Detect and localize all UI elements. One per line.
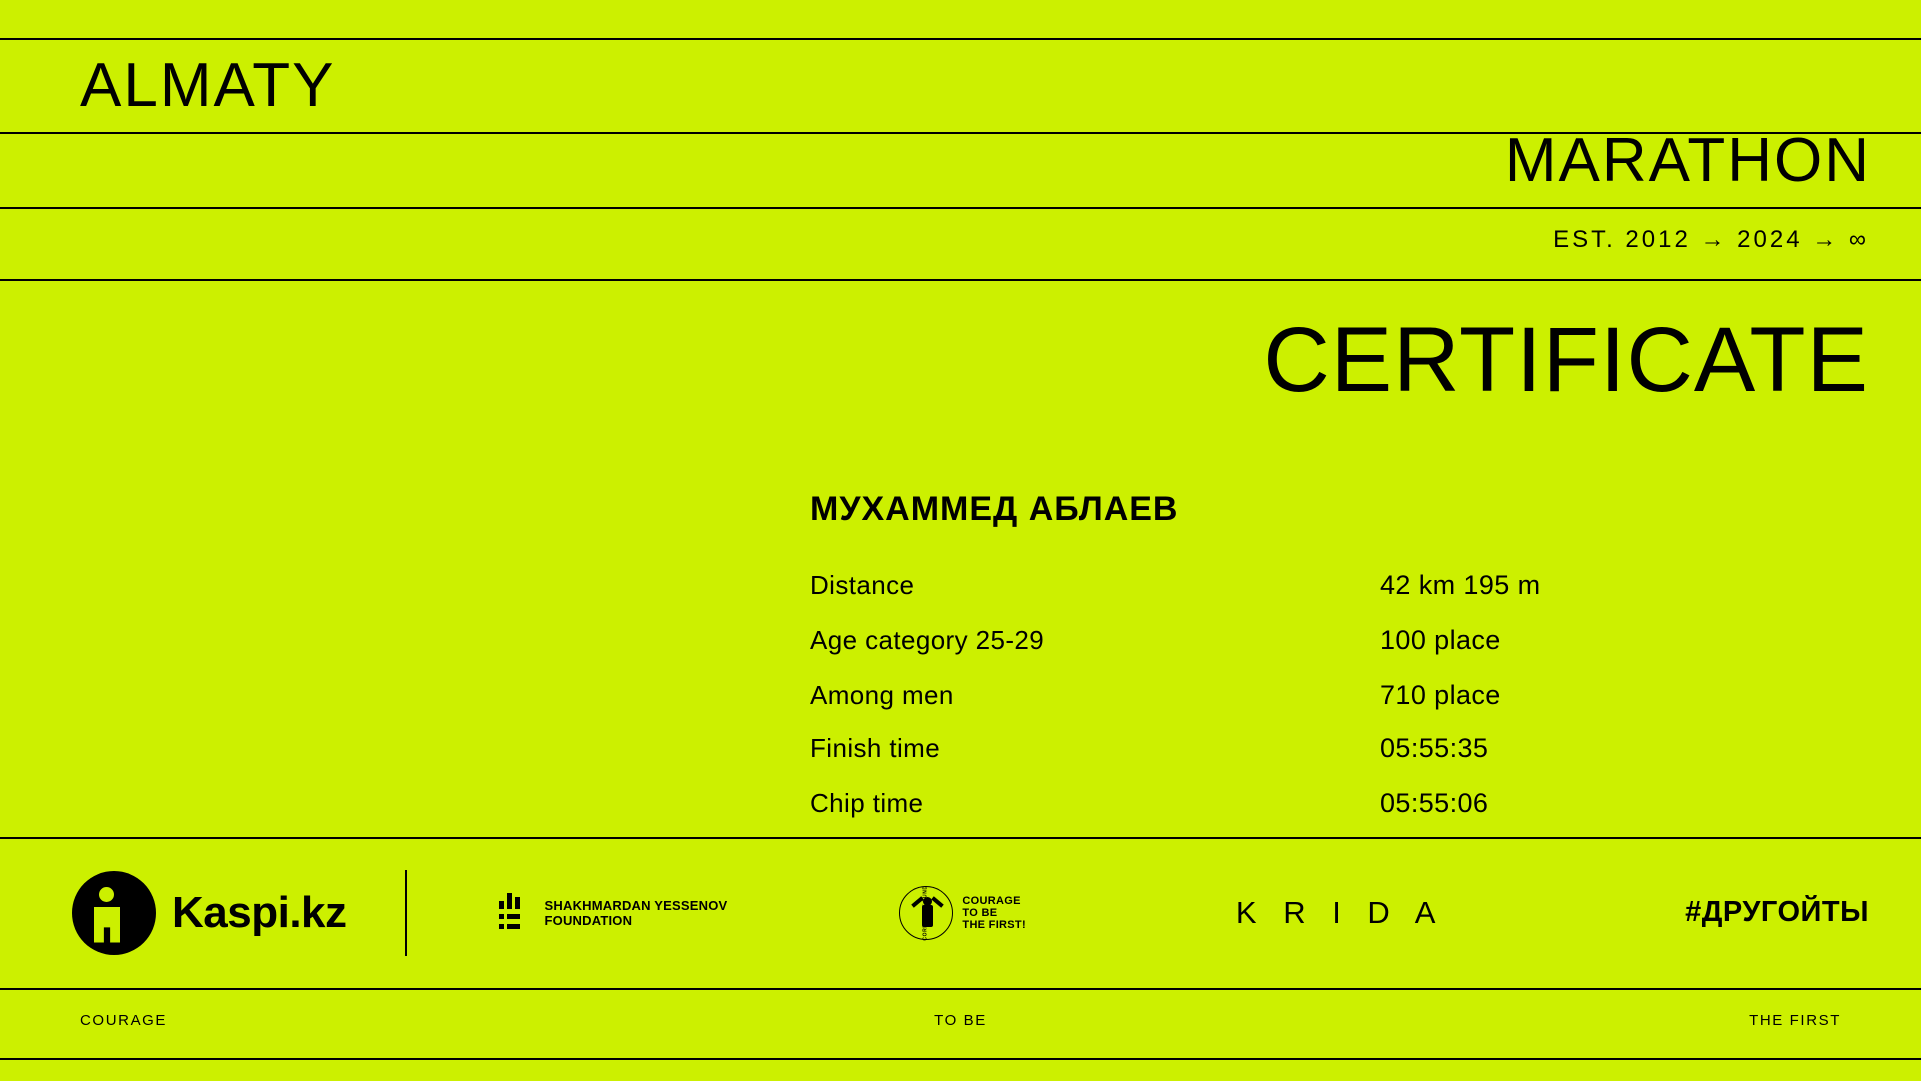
- result-value: 710 place: [1380, 680, 1501, 710]
- footer-middle-text: TO BE: [934, 1012, 987, 1029]
- divider-line-4: [0, 279, 1921, 281]
- brand-almaty: ALMATY: [80, 51, 336, 120]
- table-row: [810, 570, 1870, 601]
- sponsor-corporate-line1: COURAGE: [962, 894, 1021, 907]
- footer-right-text: THE FIRST: [1749, 1012, 1841, 1029]
- result-label: Distance: [810, 570, 915, 600]
- sponsor-corporate-line2: TO BE: [962, 906, 998, 919]
- result-value: 05:55:35: [1380, 733, 1489, 763]
- divider-line-1: [0, 38, 1921, 40]
- result-value: 05:55:06: [1380, 788, 1489, 818]
- sponsor-yessenov: [499, 893, 728, 933]
- sponsor-krida-label: K R I D A: [1235, 894, 1445, 930]
- sponsor-corporate-fund: [899, 886, 1026, 940]
- result-label: Age category 25-29: [810, 625, 1045, 655]
- divider-line-7: [0, 1058, 1921, 1060]
- corporate-fund-logo-icon: [899, 886, 953, 940]
- result-label: Among men: [810, 680, 954, 710]
- brand-marathon: MARATHON: [1504, 126, 1871, 195]
- sponsor-hashtag: #ДРУГОЙТЫ: [1685, 896, 1869, 928]
- divider-line-3: [0, 207, 1921, 209]
- divider-line-6: [0, 988, 1921, 990]
- footer-bar: [0, 1012, 1921, 1029]
- sponsor-yessenov-line2: FOUNDATION: [544, 912, 633, 928]
- corporate-fund-ring-text: CORPORATE FUND: [923, 884, 930, 941]
- results-table: [810, 570, 1870, 843]
- sponsor-kaspi: [72, 871, 347, 955]
- table-row: [810, 788, 1870, 819]
- kaspi-logo-icon: [72, 871, 156, 955]
- result-label: Chip time: [810, 788, 924, 818]
- sponsor-corporate-line3: THE FIRST!: [962, 918, 1026, 931]
- table-row: [810, 680, 1870, 711]
- established-text: EST. 2012 → 2024 → ∞: [1553, 226, 1869, 253]
- sponsor-yessenov-line1: SHAKHMARDAN YESSENOV: [544, 897, 728, 913]
- table-row: [810, 625, 1870, 656]
- yessenov-logo-icon: [499, 893, 533, 933]
- result-label: Finish time: [810, 733, 941, 763]
- sponsor-bar: [0, 837, 1921, 988]
- table-row: [810, 733, 1870, 764]
- sponsor-yessenov-label: [545, 898, 728, 928]
- page-title: CERTIFICATE: [1263, 309, 1869, 411]
- footer-left-text: COURAGE: [80, 1012, 168, 1029]
- athlete-name: МУХАММЕД АБЛАЕВ: [810, 490, 1179, 528]
- sponsor-kaspi-label: Kaspi.kz: [172, 887, 347, 937]
- result-value: 42 km 195 m: [1380, 570, 1541, 600]
- sponsor-corporate-label: [962, 895, 1026, 931]
- sponsor-divider: [405, 870, 407, 956]
- result-value: 100 place: [1380, 625, 1501, 655]
